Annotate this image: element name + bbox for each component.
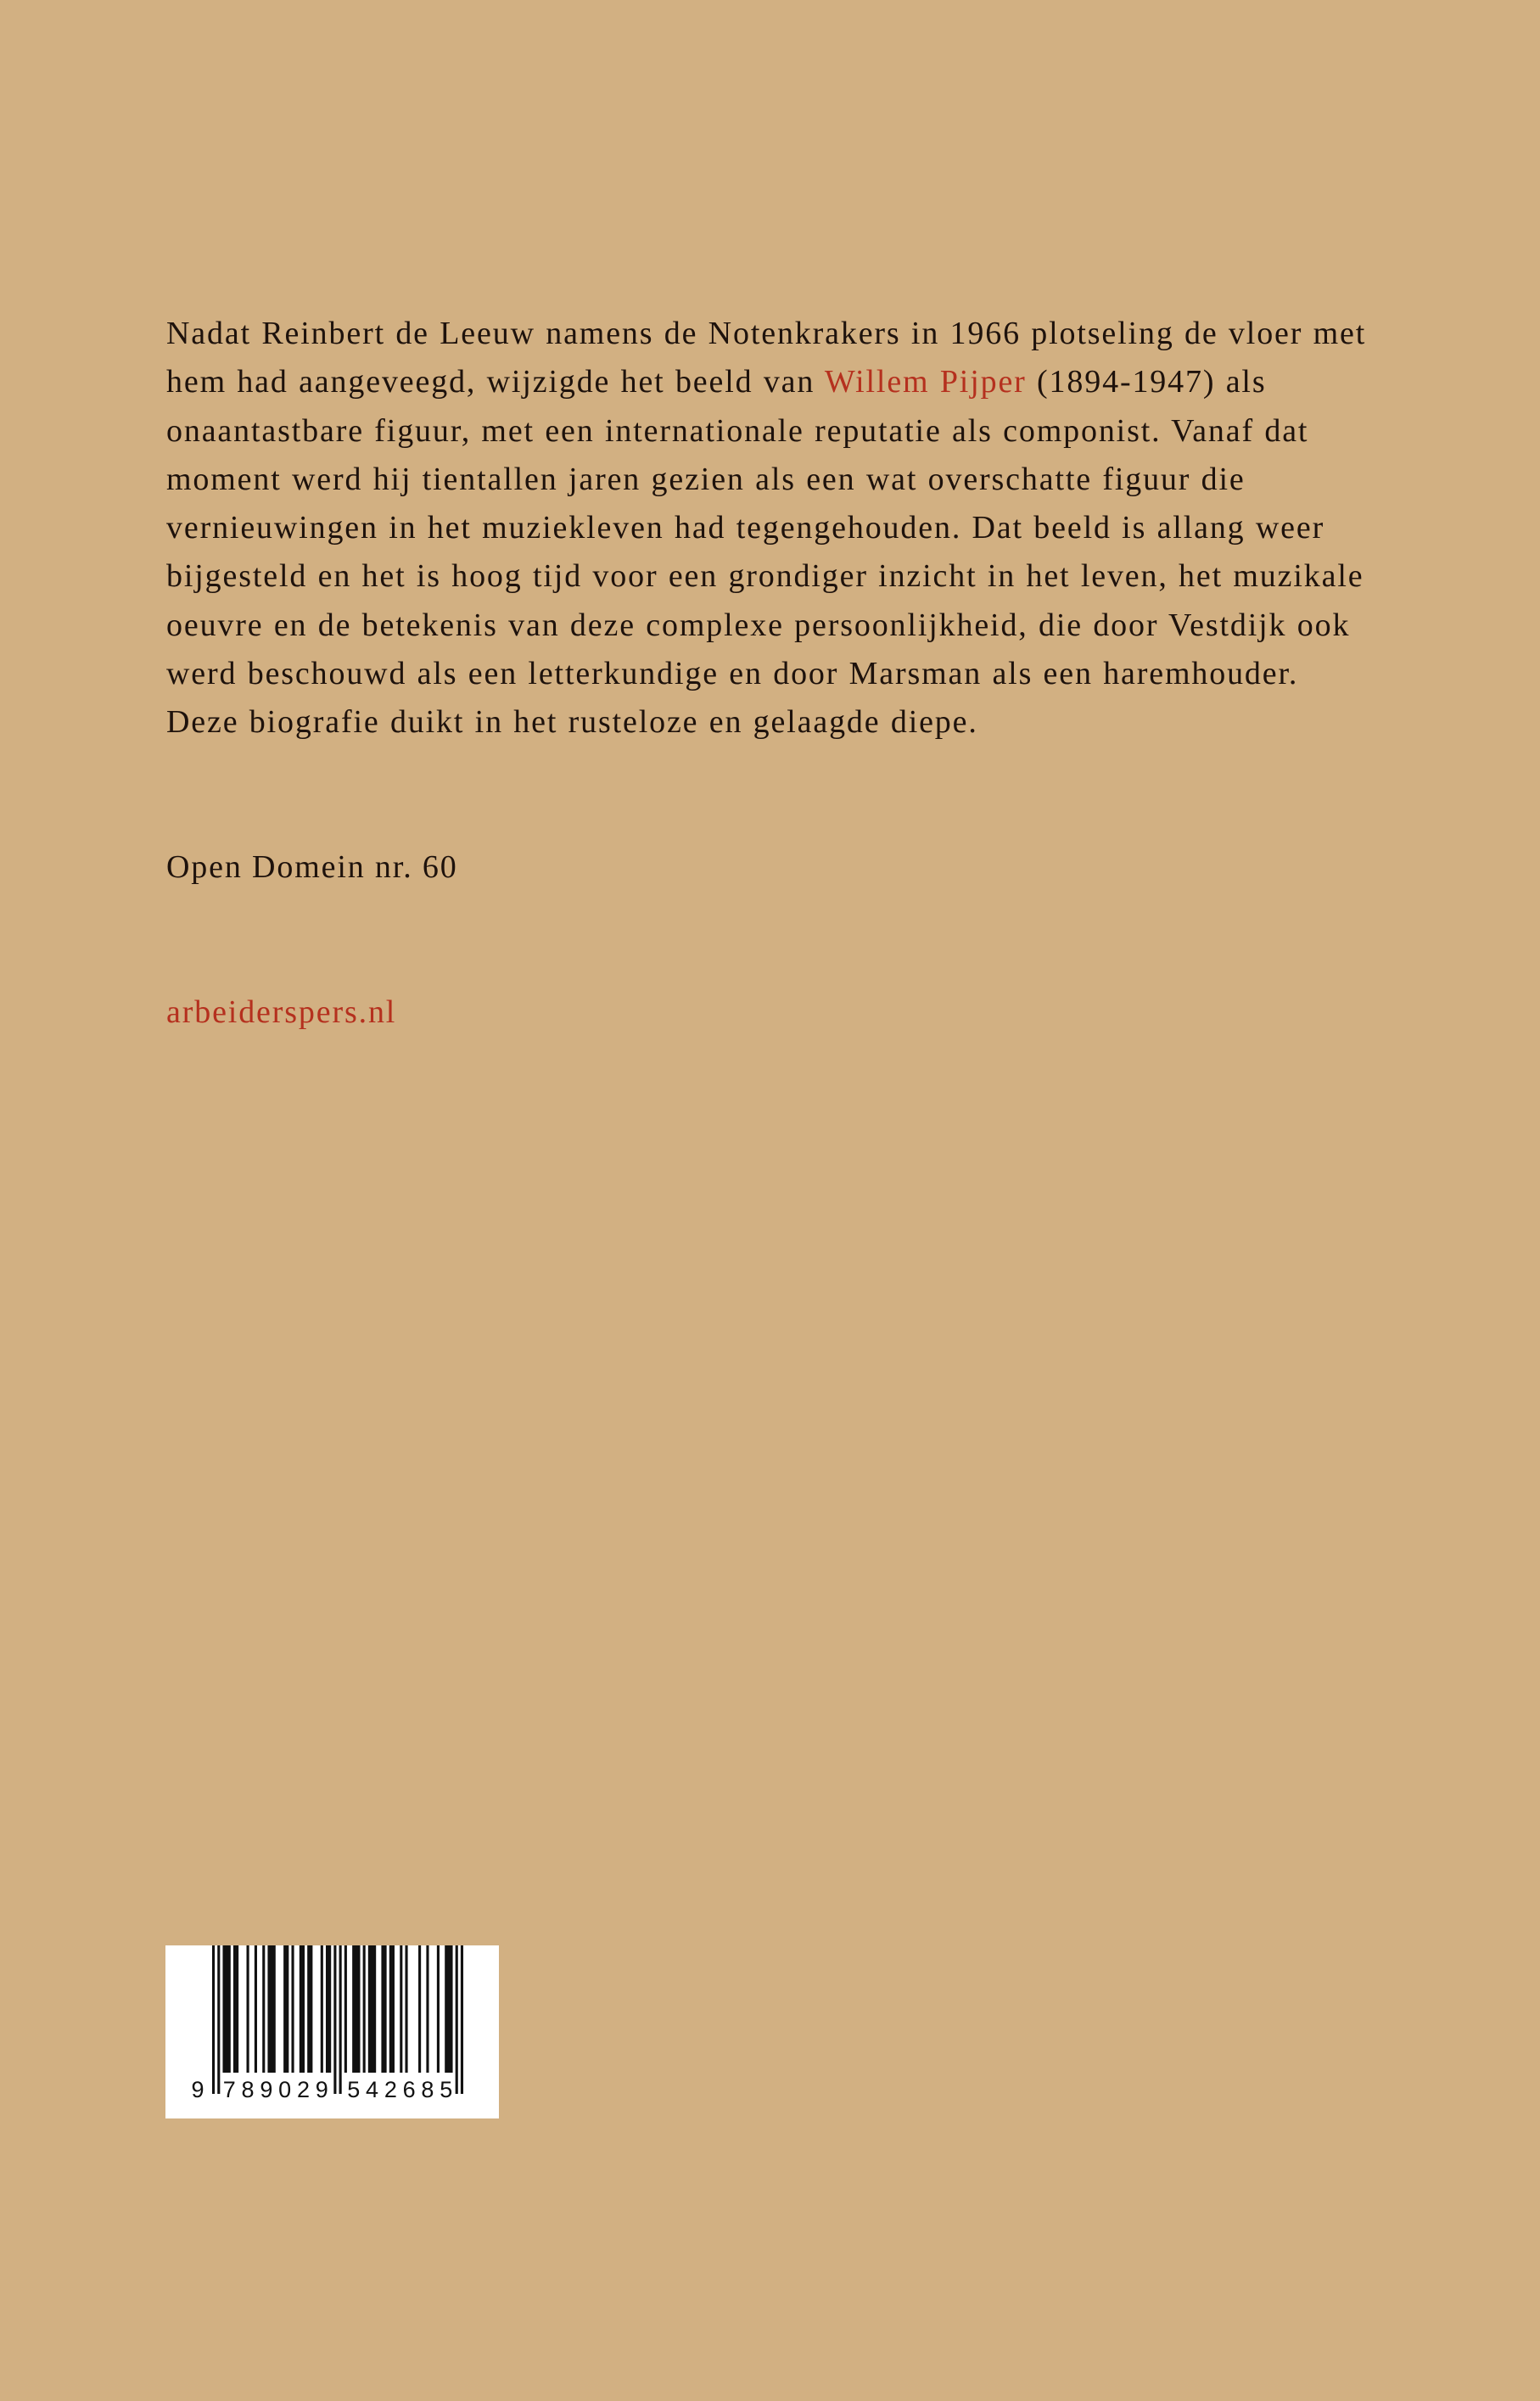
blurb-line: onaantastbare figuur, met een internationale reputatie als componist. Vanaf dat <box>166 412 1309 449</box>
barcode-digit: 8 <box>421 2077 434 2102</box>
composer-name-highlight: Willem Pijper <box>824 364 1027 400</box>
barcode-right-digits <box>347 2077 452 2102</box>
publisher-website-link[interactable]: arbeiderspers.nl <box>166 994 397 1030</box>
isbn-barcode <box>165 1945 499 2118</box>
blurb-text: (1894-1947) als <box>1026 364 1267 400</box>
back-cover-blurb <box>166 310 1366 747</box>
barcode-first-digit: 9 <box>191 2077 204 2102</box>
barcode-digit: 9 <box>260 2077 273 2102</box>
barcode-digit: 6 <box>402 2077 416 2102</box>
blurb-line: werd beschouwd als een letterkundige en door Marsman als een haremhouder. <box>166 656 1299 692</box>
blurb-line: oeuvre en de betekenis van deze complexe persoonlijkheid, die door Vestdijk ook <box>166 607 1351 643</box>
barcode-icon <box>165 1945 499 2118</box>
barcode-digit: 4 <box>366 2077 379 2102</box>
blurb-text: hem had aangeveegd, wijzigde het beeld van <box>166 364 825 400</box>
barcode-digit: 0 <box>278 2077 292 2102</box>
barcode-bars <box>212 1945 463 2094</box>
barcode-digit: 5 <box>347 2077 361 2102</box>
blurb-line: moment werd hij tientallen jaren gezien als een wat overschatte figuur die <box>166 461 1246 497</box>
barcode-digit: 9 <box>315 2077 328 2102</box>
barcode-digit: 8 <box>241 2077 255 2102</box>
blurb-line: vernieuwingen in het muziekleven had tegengehouden. Dat beeld is allang weer <box>166 510 1325 546</box>
barcode-digit: 5 <box>440 2077 453 2102</box>
blurb-line: Nadat Reinbert de Leeuw namens de Notenkrakers in 1966 plotseling de vloer met <box>166 316 1367 351</box>
series-label: Open Domein nr. 60 <box>166 849 458 885</box>
blurb-line: bijgesteld en het is hoog tijd voor een grondiger inzicht in het leven, het muzikale <box>166 558 1364 595</box>
blurb-line: Deze biografie duikt in het rusteloze en gelaagde diepe. <box>166 704 978 741</box>
barcode-digit: 7 <box>222 2077 236 2102</box>
barcode-digit: 2 <box>384 2077 397 2102</box>
barcode-digit: 2 <box>296 2077 311 2102</box>
blurb-line <box>166 358 1366 406</box>
barcode-left-digits <box>223 2077 328 2102</box>
